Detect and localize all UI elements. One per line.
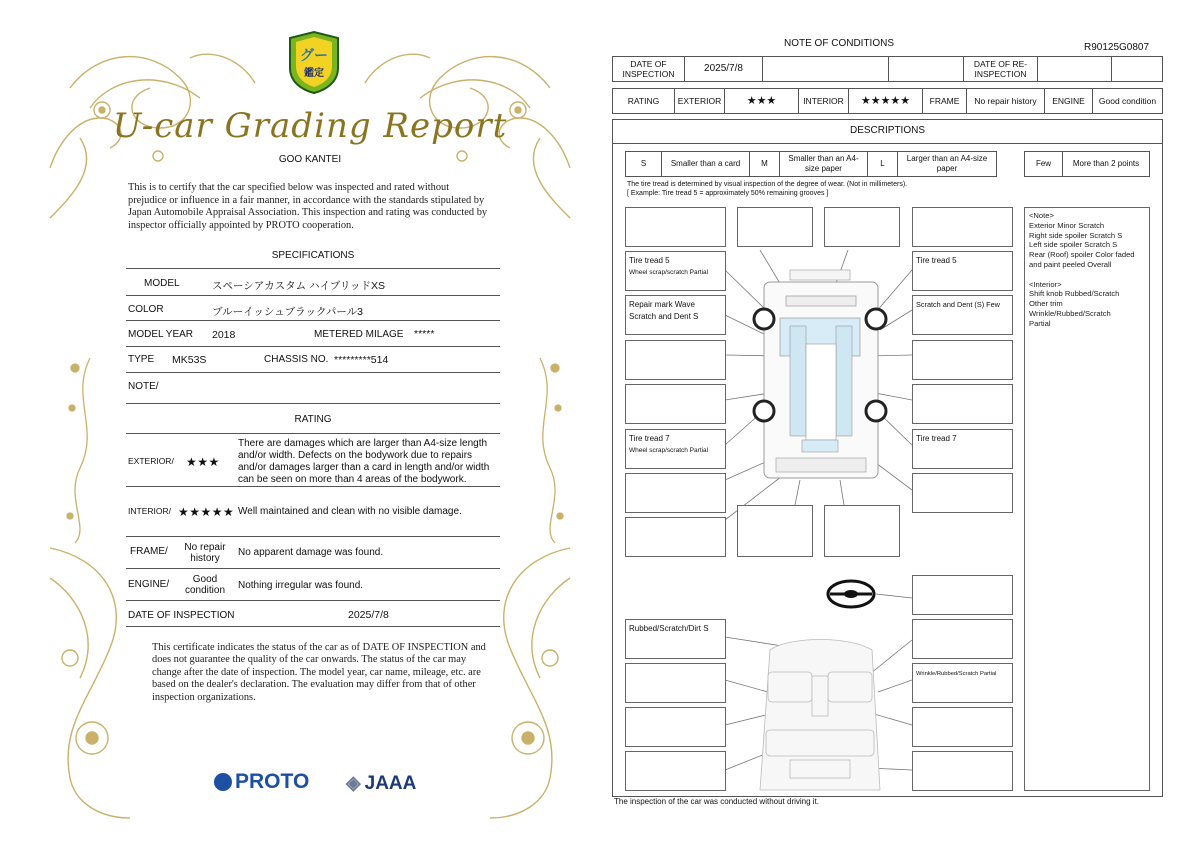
note-line: and paint peeled Overall [1029,260,1112,269]
rating-label: RATING [613,89,675,114]
certificate-subtitle: GOO KANTEI [278,154,342,165]
condition-box-left-6 [625,473,726,513]
certificate-title: U-car Grading Report [112,106,508,146]
color-value: ブルーイッシュブラックパール3 [212,306,363,318]
condition-box-steering [912,575,1013,615]
repair-text: Repair mark Wave [629,300,695,309]
model-year-label: MODEL YEAR [128,329,194,340]
condition-box-rubbed [625,619,726,659]
condition-box-front-center-right [824,207,900,247]
tire-note-1: The tire tread is determined by visual inspection of the degree of wear. (Not in millimeters). [627,181,908,188]
date-of-inspection-label: DATE OF INSPECTION [613,57,685,82]
car-top-view-icon [754,270,886,478]
specifications-heading: SPECIFICATIONS [271,250,355,261]
condition-box-left-3 [625,340,726,380]
frame-value: No repair history [967,89,1045,114]
badge-text: 鑑定 [304,68,324,79]
note-line: <Interior> [1029,279,1062,289]
legend-m-text: Smaller than an A4-size paper [780,152,868,177]
jaaa-mark-icon: ◈ [346,773,361,794]
condition-box-right-6 [912,473,1013,513]
model-label: MODEL [144,278,180,289]
car-interior-view-icon [760,640,880,791]
legend-l-text: Larger than an A4-size paper [898,152,997,177]
model-year-value: 2018 [212,329,236,341]
certificate-intro: This is to certify that the car specified below was inspected and rated without prejudice or influence in a fair manner, in accordance with the standards stipulated by Japan Automobile Appraisal Association. This inspection and rating was conducted by inspector officially appointed by PROTO cooperation. [128,182,488,231]
condition-box-left-7 [625,517,726,557]
condition-box-front-center-left [737,207,813,247]
note-label: NOTE/ [128,381,159,392]
metered-milage-label: METERED MILAGE [314,329,404,340]
note-line: Exterior Minor Scratch [1029,220,1105,230]
condition-box-repair [625,295,726,335]
date-of-inspection-label: DATE OF INSPECTION [128,610,235,621]
condition-box-wrinkle [912,663,1013,703]
reference-number: R90125G0807 [1084,42,1150,53]
exterior-stars: ★★★ [186,455,220,469]
chassis-value: *********514 [334,354,389,366]
exterior-label: EXTERIOR/ [128,456,174,466]
note-line: Other trim [1029,299,1063,309]
condition-box-front-right-top [912,207,1013,247]
tire-rl-text: Tire tread 7 [629,434,670,443]
condition-box-interior-right-3 [912,707,1013,747]
condition-box-interior-left-4 [625,751,726,791]
proto-logo-text: PROTO [235,770,310,793]
interior-description: Well maintained and clean with no visible damage. [238,506,462,517]
metered-milage-value: ***** [414,328,435,340]
frame-label: FRAME [923,89,967,114]
note-line: Partial [1029,318,1051,328]
condition-box-interior-left-3 [625,707,726,747]
legend-l: L [868,152,898,177]
note-line: Wrinkle/Rubbed/Scratch [1029,309,1111,318]
model-value: スペーシアカスタム ハイブリッドXS [212,280,385,292]
scratch-dent-text: Scratch and Dent (S) Few [916,300,1000,309]
tire-note-2: [ Example: Tire tread 5 = approximately 50% remaining grooves ] [627,190,829,197]
condition-box-tire-front-left [625,251,726,291]
engine-label: ENGINE [1045,89,1093,114]
descriptions-heading: DESCRIPTIONS [849,125,925,136]
steering-wheel-icon [828,581,874,607]
note-line: Rear (Roof) spoiler Color faded [1029,250,1135,260]
svg-text:グー: グー [300,48,328,64]
condition-box-scratch-dent [912,295,1013,335]
interior-stars: ★★★★★ [849,89,923,114]
frame-label: FRAME/ [130,546,168,557]
condition-box-left-4 [625,384,726,424]
tire-fr-text: Tire tread 5 [916,256,957,265]
exterior-label: EXTERIOR [675,89,725,114]
interior-label: INTERIOR [799,89,849,114]
conditions-title: NOTE OF CONDITIONS [784,38,894,49]
interior-label: INTERIOR/ [128,506,171,516]
legend-s: S [626,152,662,177]
type-value: MK53S [172,354,207,366]
interior-stars: ★★★★★ [178,505,235,519]
color-label: COLOR [128,304,164,315]
re-inspection-label: DATE OF RE-INSPECTION [964,57,1038,82]
tire-fl-subtext: Wheel scrap/scratch Partial [629,269,709,276]
certificate-footer: This certificate indicates the status of the car as of DATE OF INSPECTION and does not guarantee the quality of the car onwards. The status of the car may change after the date of inspection. The model year, car name, mileage, etc. are based on the dealer's declaration. The evaluation may differ from that of other inspection organizations. [152,642,486,703]
legend-s-text: Smaller than a card [662,152,750,177]
note-line: <Note> [1029,211,1054,220]
condition-box-right-4 [912,384,1013,424]
legend-few: Few [1025,152,1063,177]
frame-description: No apparent damage was found. [238,547,384,558]
condition-box-tire-rear-left [625,429,726,469]
chassis-label: CHASSIS NO. [264,354,329,365]
notes-box [1024,207,1150,791]
bottom-note: The inspection of the car was conducted without driving it. [614,797,819,806]
tire-fl-text: Tire tread 5 [629,256,670,265]
tire-rl-subtext: Wheel scrap/scratch Partial [629,447,709,454]
condition-box-rear-center-left [737,505,813,557]
engine-value: Good condition [1093,89,1163,114]
engine-label: ENGINE/ [128,579,170,590]
repair-text-2: Scratch and Dent S [629,312,699,321]
exterior-stars: ★★★ [725,89,799,114]
tire-rr-text: Tire tread 7 [916,434,957,443]
engine-value: Good condition [184,574,226,596]
condition-box-interior-left-2 [625,663,726,703]
condition-box-interior-right-1 [912,619,1013,659]
condition-box-interior-right-4 [912,751,1013,791]
rubbed-text: Rubbed/Scratch/Dirt S [629,624,709,633]
note-line: Left side spoiler Scratch S [1029,240,1118,250]
condition-box-tire-front-right [912,251,1013,291]
date-of-inspection-value: 2025/7/8 [685,57,763,82]
rating-heading: RATING [294,414,332,425]
frame-value: No repair history [184,542,226,564]
legend-few-text: More than 2 points [1063,152,1150,177]
exterior-description: There are damages which are larger than A4-size length and/or width. Defects on the bodywork due to repairs and/or damages larger than a card in length and/or width can be seen on more than 4 areas of the bodywork. [238,438,490,485]
note-line: Right side spoiler Scratch S [1029,230,1123,240]
date-of-inspection-value: 2025/7/8 [348,609,389,621]
type-label: TYPE [128,354,155,365]
legend-m: M [750,152,780,177]
condition-box-rear-center-right [824,505,900,557]
condition-box-tire-rear-right [912,429,1013,469]
condition-box-front-left-top [625,207,726,247]
jaaa-logo-text: JAAA [364,773,417,794]
condition-box-right-3 [912,340,1013,380]
wrinkle-text: Wrinkle/Rubbed/Scratch Partial [916,671,997,677]
note-line: Shift knob Rubbed/Scratch [1029,289,1120,299]
engine-description: Nothing irregular was found. [238,580,364,591]
